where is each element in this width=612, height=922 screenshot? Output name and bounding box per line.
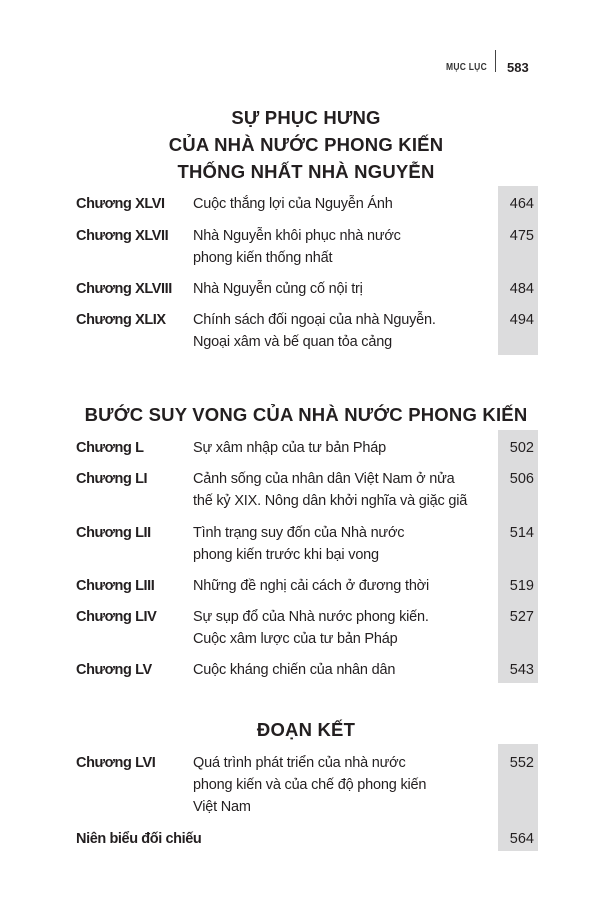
section-title-line: BƯỚC SUY VONG CỦA NHÀ NƯỚC PHONG KIẾN <box>84 404 528 425</box>
chapter-title <box>193 606 493 650</box>
chapter-page-number: 464 <box>509 196 534 212</box>
section-title-line: SỰ PHỤC HƯNG <box>231 107 381 128</box>
chapter-title-line: Chính sách đối ngoại của nhà Nguyễn. <box>193 312 436 328</box>
section-title-line: ĐOẠN KẾT <box>256 719 356 740</box>
header-divider <box>495 50 496 72</box>
chapter-title <box>193 278 493 300</box>
page-number: 583 <box>507 60 529 75</box>
chapter-title-line: phong kiến trước khi bại vong <box>193 547 379 563</box>
chapter-title <box>193 752 493 818</box>
chapter-title <box>193 468 493 512</box>
chapter-page-number: 494 <box>509 312 534 328</box>
chapter-title-line: Nhà Nguyễn củng cố nội trị <box>193 281 363 297</box>
chapter-page-number: 527 <box>509 609 534 625</box>
chapter-title <box>193 575 493 597</box>
chapter-title-line: Sự sụp đổ của Nhà nước phong kiến. <box>193 609 429 625</box>
chapter-label: Chương LIII <box>76 578 155 594</box>
chapter-page-number: 543 <box>509 662 534 678</box>
chapter-title-line: Quá trình phát triển của nhà nước <box>193 755 406 771</box>
chapter-title <box>193 437 493 459</box>
chapter-title <box>193 193 493 215</box>
chapter-title-line: Sự xâm nhập của tư bản Pháp <box>193 440 386 456</box>
running-header-title: MỤC LỤC <box>446 62 487 73</box>
chapter-label: Chương LI <box>76 471 148 487</box>
chapter-page-number: 552 <box>509 755 534 771</box>
chapter-label: Chương XLVII <box>76 228 169 244</box>
chapter-page-number: 484 <box>509 281 534 297</box>
chapter-label: Chương LV <box>76 662 152 678</box>
chapter-title-line: Nhà Nguyễn khôi phục nhà nước <box>193 228 401 244</box>
chapter-title-line: phong kiến và của chế độ phong kiến <box>193 777 427 793</box>
chapter-label: Chương LIV <box>76 609 157 625</box>
chapter-title <box>193 309 493 353</box>
chapter-label: Chương LVI <box>76 755 156 771</box>
chapter-title-line: Cảnh sống của nhân dân Việt Nam ở nửa <box>193 471 455 487</box>
chapter-label: Chương XLVIII <box>76 281 172 297</box>
chapter-title-line: Việt Nam <box>193 799 251 815</box>
chapter-title-line: Những đề nghị cải cách ở đương thời <box>193 578 430 594</box>
chapter-page-number: 506 <box>509 471 534 487</box>
chapter-title-line: Cuộc kháng chiến của nhân dân <box>193 662 396 678</box>
chapter-title-line: Cuộc thắng lợi của Nguyễn Ánh <box>193 196 393 212</box>
section-title <box>0 716 612 743</box>
chapter-label: Niên biểu đối chiếu <box>76 831 202 847</box>
chapter-label: Chương LII <box>76 525 151 541</box>
chapter-title-line: Ngoại xâm và bế quan tỏa cảng <box>193 334 392 350</box>
chapter-title-line: phong kiến thống nhất <box>193 250 333 266</box>
chapter-page-number: 564 <box>509 831 534 847</box>
section-title <box>0 401 612 428</box>
section-title <box>0 104 612 185</box>
chapter-page-number: 475 <box>509 228 534 244</box>
chapter-title-line: thế kỷ XIX. Nông dân khởi nghĩa và giặc giã <box>193 493 468 509</box>
chapter-label: Chương L <box>76 440 144 456</box>
chapter-label: Chương XLIX <box>76 312 166 328</box>
section-title-line: THỐNG NHẤT NHÀ NGUYỄN <box>177 161 435 182</box>
chapter-page-number: 519 <box>509 578 534 594</box>
chapter-title-line: Cuộc xâm lược của tư bản Pháp <box>193 631 398 647</box>
chapter-page-number: 514 <box>509 525 534 541</box>
chapter-label: Chương XLVI <box>76 196 165 212</box>
chapter-title <box>193 659 493 681</box>
chapter-page-number: 502 <box>509 440 534 456</box>
section-title-line: CỦA NHÀ NƯỚC PHONG KIẾN <box>168 134 444 155</box>
chapter-title <box>193 522 493 566</box>
chapter-title-line: Tình trạng suy đốn của Nhà nước <box>193 525 405 541</box>
chapter-title <box>193 225 493 269</box>
